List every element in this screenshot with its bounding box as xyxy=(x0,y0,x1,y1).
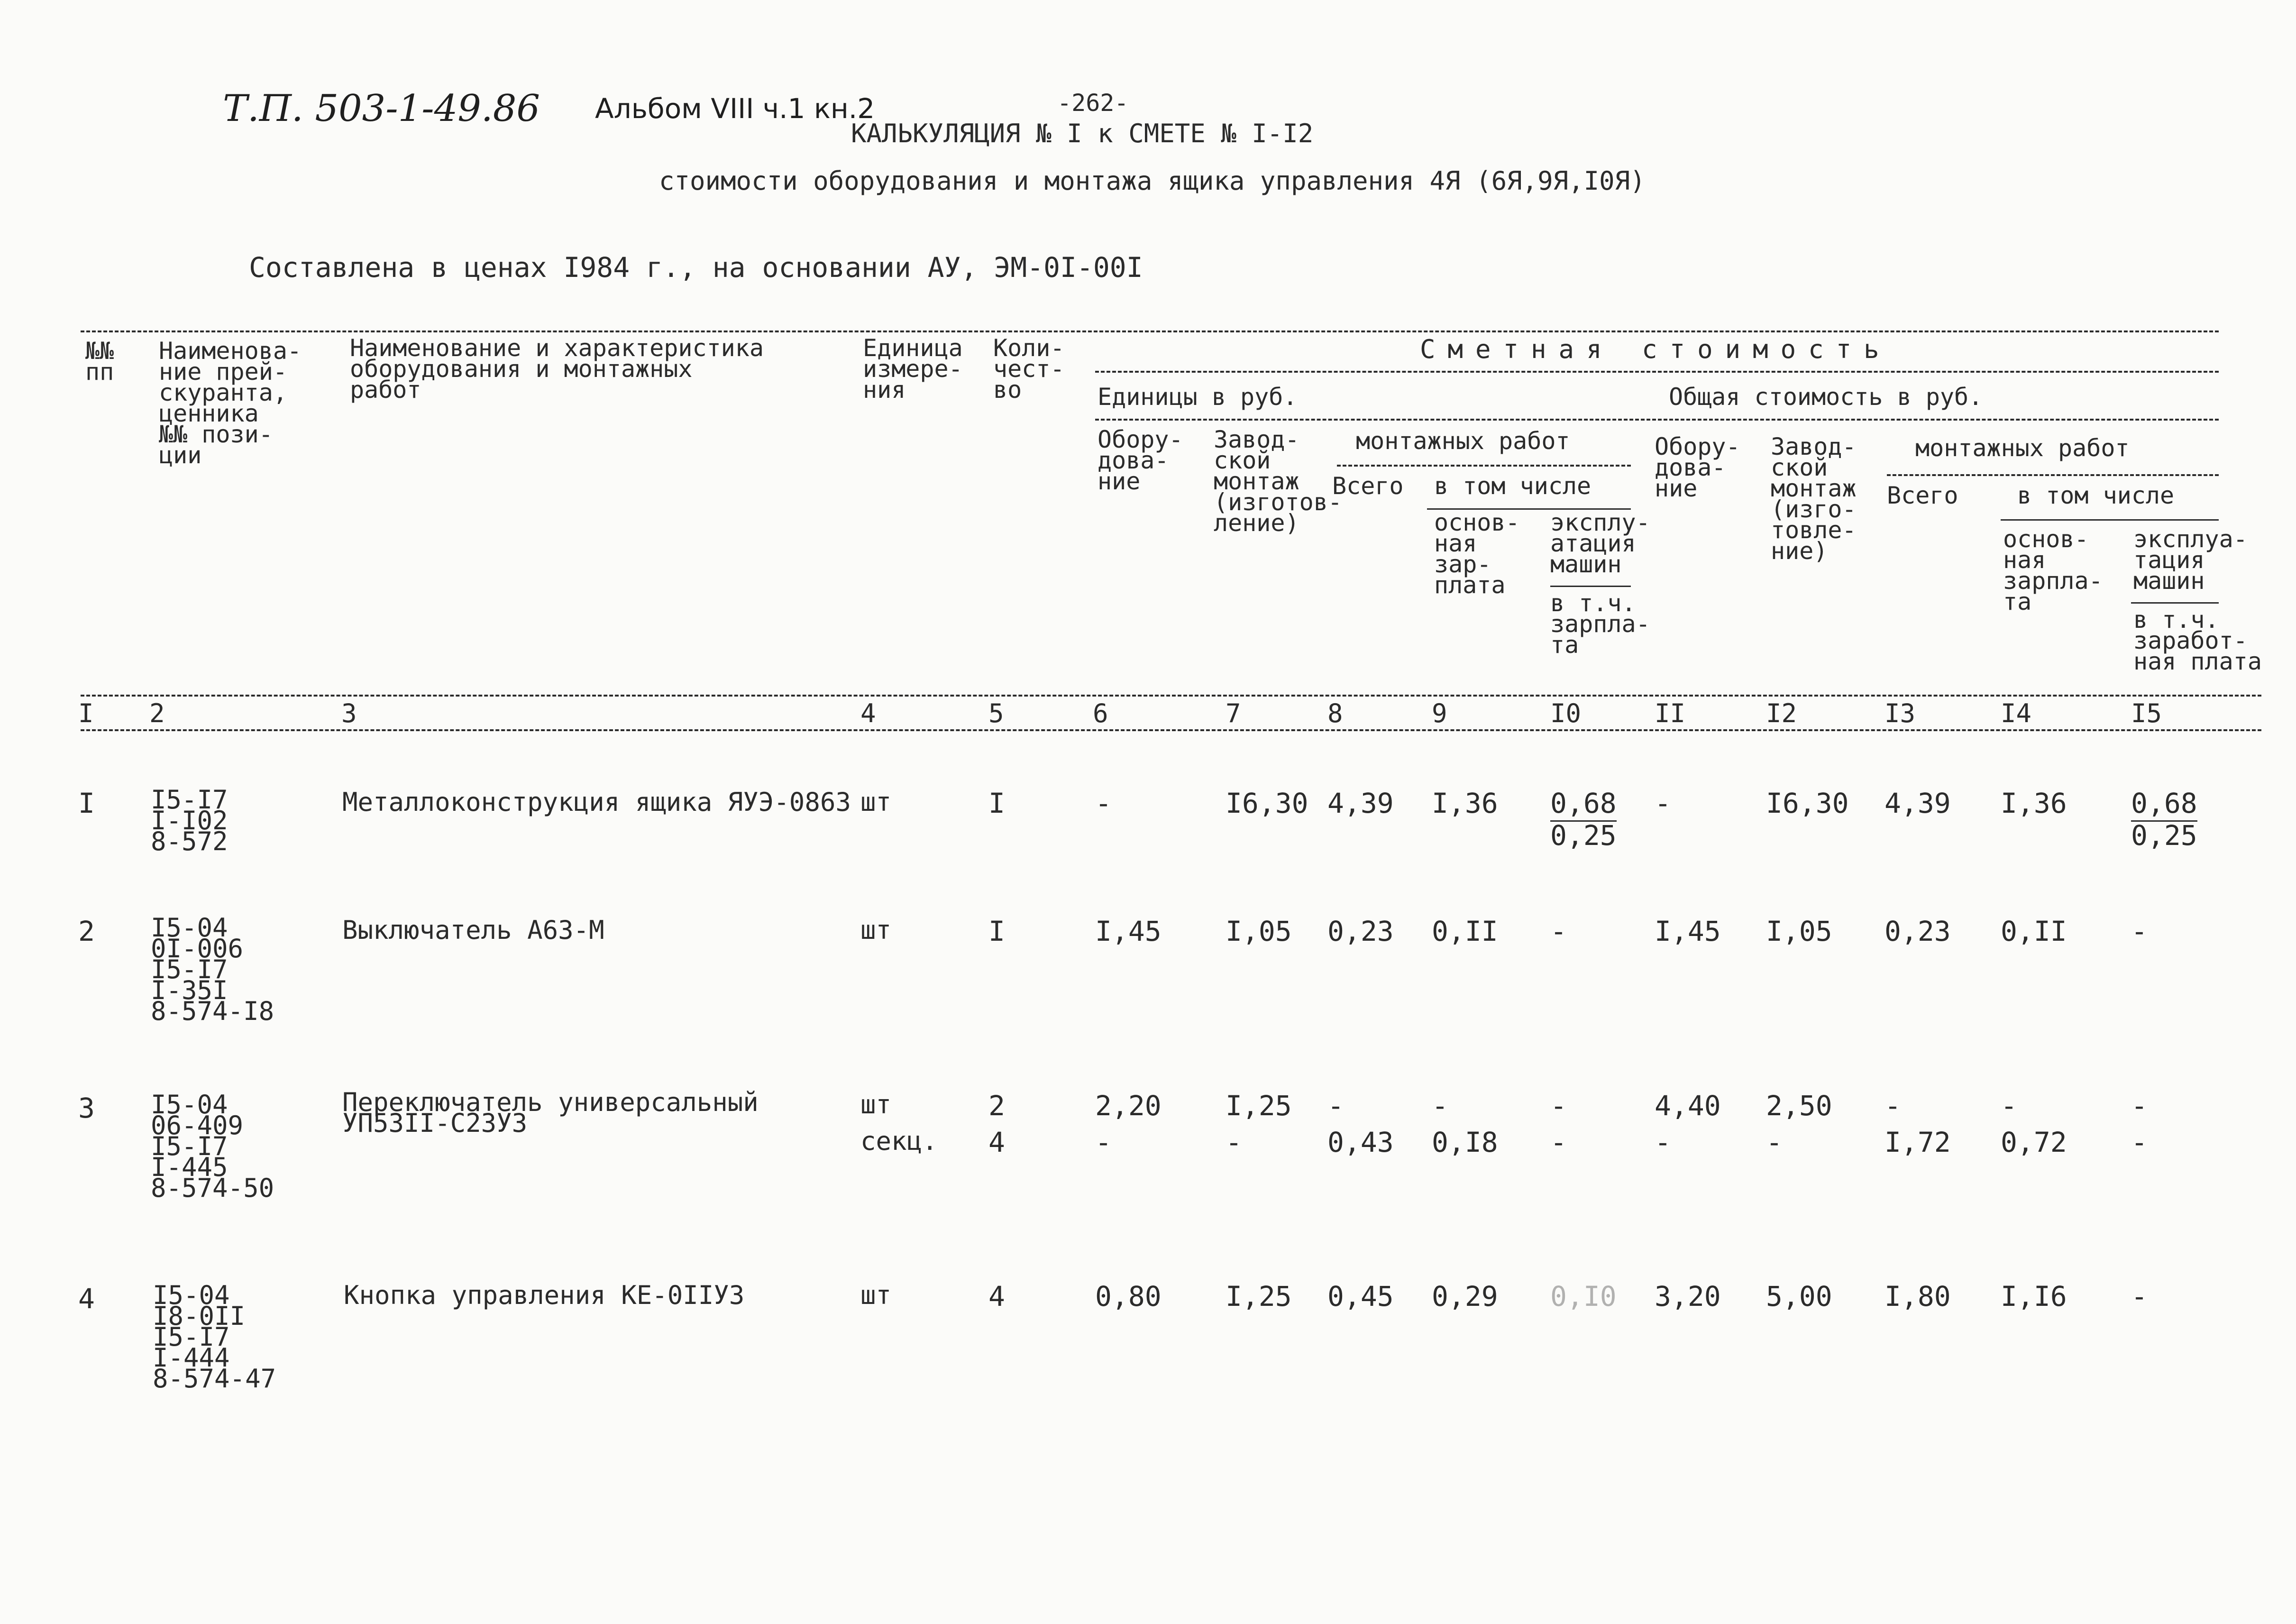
row-equipment-total: I,45 xyxy=(1655,915,1721,947)
row-install-total-unit: - xyxy=(1327,1090,1344,1122)
col-header-pricelist: Наименова- ние прей- скуранта, ценника №№ пози- ции xyxy=(159,337,302,469)
row-pricelist-code: I5-04 06-409 I5-I7 I-445 8-574-50 xyxy=(151,1090,274,1203)
row-pricelist-code: I5-04 I8-0II I5-I7 I-444 8-574-47 xyxy=(153,1280,276,1394)
row-machines-total: - xyxy=(2131,1280,2148,1312)
row-qty: 2 xyxy=(988,1090,1005,1122)
col-header-factory-unit: Завод- ской монтаж (изготов- ление) xyxy=(1214,426,1342,537)
row-equipment-unit: 2,20 xyxy=(1095,1090,1162,1122)
row-equipment-total-sections: - xyxy=(1655,1126,1671,1158)
album-label: Альбом VIII ч.1 кн.2 xyxy=(595,92,875,125)
col-header-wage-total: основ- ная зарпла- та xyxy=(2003,525,2103,615)
row-number: 2 xyxy=(78,915,95,947)
row-equipment-unit-sections: - xyxy=(1095,1126,1112,1158)
row-install-total: 0,23 xyxy=(1884,915,1951,947)
row-item-name: Выключатель А63-М xyxy=(342,915,604,945)
col-header-total-unit: Всего xyxy=(1332,472,1404,500)
col-header-unit: Единица измере- ния xyxy=(863,334,963,404)
row-equipment-total: - xyxy=(1655,787,1671,819)
col-header-machines-wage-unit: в т.ч. зарпла- та xyxy=(1550,589,1650,659)
machines-total-rule xyxy=(2131,602,2219,604)
col-header-incl-unit: в том числе xyxy=(1434,472,1592,500)
row-machines-unit: - xyxy=(1550,1090,1567,1122)
row-factory-total: 5,00 xyxy=(1766,1280,1832,1312)
row-factory-total: I,05 xyxy=(1766,915,1832,947)
install-total-rule xyxy=(1887,474,2219,476)
col-number: I5 xyxy=(2131,698,2162,728)
row-pricelist-code: I5-04 0I-006 I5-I7 I-35I 8-574-I8 xyxy=(151,913,274,1026)
row-wage-unit: - xyxy=(1432,1090,1448,1122)
document-title: КАЛЬКУЛЯЦИЯ № I к СМЕТЕ № I-I2 xyxy=(851,119,1314,148)
col-header-equipment-total: Обору- дова- ние xyxy=(1655,433,1740,502)
col-header-machines-wage-total: в т.ч. заработ- ная плата xyxy=(2133,606,2262,675)
col-header-machines-total: эксплуа- тация машин xyxy=(2133,525,2248,595)
col-number: I4 xyxy=(2001,698,2032,728)
row-unit-sections: секц. xyxy=(860,1126,938,1156)
row-install-total: I,80 xyxy=(1884,1280,1951,1312)
col-header-equipment-unit: Обору- дова- ние xyxy=(1098,426,1183,495)
row-item-name: Переключатель универсальный УП53II-С23У3 xyxy=(342,1087,759,1138)
col-header-total-total: Всего xyxy=(1887,482,1958,509)
row-unit: шт xyxy=(860,1280,892,1310)
row-item-name: Кнопка управления КЕ-0IIУ3 xyxy=(344,1280,745,1310)
row-unit: шт xyxy=(860,787,892,817)
row-qty-sections: 4 xyxy=(988,1126,1005,1158)
row-machines-total xyxy=(2131,789,2197,817)
row-unit: шт xyxy=(860,915,892,945)
row-number: 3 xyxy=(78,1092,95,1124)
col-header-incl-total: в том числе xyxy=(2017,482,2175,509)
row-factory-unit: I,25 xyxy=(1226,1280,1292,1312)
row-qty: I xyxy=(988,787,1005,819)
row-install-total: - xyxy=(1884,1090,1901,1122)
col-number: 8 xyxy=(1327,698,1343,728)
col-header-install-unit: монтажных работ xyxy=(1356,427,1570,455)
col-number: 6 xyxy=(1093,698,1108,728)
row-factory-unit: I,05 xyxy=(1226,915,1292,947)
row-equipment-total: 3,20 xyxy=(1655,1280,1721,1312)
colnum-top-rule xyxy=(81,695,2261,697)
row-machines-unit xyxy=(1550,789,1617,817)
col-number: 5 xyxy=(988,698,1004,728)
col-header-wage-unit: основ- ная зар- плата xyxy=(1434,509,1520,599)
row-equipment-total: 4,40 xyxy=(1655,1090,1721,1122)
col-number: 7 xyxy=(1226,698,1241,728)
row-wage-unit: 0,II xyxy=(1432,915,1498,947)
row-qty: I xyxy=(988,915,1005,947)
row-wage-total: I,36 xyxy=(2001,787,2067,819)
row-wage-unit-sections: 0,I8 xyxy=(1432,1126,1498,1158)
row-equipment-unit: - xyxy=(1095,787,1112,819)
row-factory-total: I6,30 xyxy=(1766,787,1849,819)
col-number: 3 xyxy=(341,698,357,728)
unit-total-rule xyxy=(1095,419,2219,421)
row-factory-unit: I,25 xyxy=(1226,1090,1292,1122)
row-unit: шт xyxy=(860,1090,892,1119)
col-header-unit-group: Единицы в руб. xyxy=(1098,383,1298,411)
row-factory-total-sections: - xyxy=(1766,1126,1783,1158)
row-factory-unit-sections: - xyxy=(1226,1126,1242,1158)
smetnaya-rule xyxy=(1095,371,2219,373)
col-number: I2 xyxy=(1766,698,1797,728)
row-qty: 4 xyxy=(988,1280,1005,1312)
row-equipment-unit: I,45 xyxy=(1095,915,1162,947)
row-pricelist-code: I5-I7 I-I02 8-572 xyxy=(151,785,228,856)
row-wage-total: I,I6 xyxy=(2001,1280,2067,1312)
row-factory-unit: I6,30 xyxy=(1226,787,1308,819)
col-number: I0 xyxy=(1550,698,1582,728)
row-wage-total: 0,II xyxy=(2001,915,2067,947)
colnum-bottom-rule xyxy=(81,729,2261,731)
row-machines-total-value: 0,68 xyxy=(2131,787,2197,822)
row-equipment-unit: 0,80 xyxy=(1095,1280,1162,1312)
row-machines-unit: 0,I0 xyxy=(1550,1280,1617,1312)
col-header-machines-unit: эксплу- атация машин xyxy=(1550,509,1650,578)
col-number: 9 xyxy=(1432,698,1447,728)
col-number: 4 xyxy=(860,698,876,728)
row-number: I xyxy=(78,787,95,819)
install-unit-rule xyxy=(1337,465,1631,467)
col-header-install-total: монтажных работ xyxy=(1915,434,2130,462)
col-header-number: №№ пп xyxy=(85,337,114,385)
machines-unit-rule xyxy=(1550,586,1631,587)
row-machines-unit-value: 0,68 xyxy=(1550,787,1617,822)
row-machines-wage-unit: 0,25 xyxy=(1550,819,1617,852)
row-install-total-sections: I,72 xyxy=(1884,1126,1951,1158)
col-header-factory-total: Завод- ской монтаж (изго- товле- ние) xyxy=(1771,433,1857,565)
col-header-name: Наименование и характеристика оборудования и монтажных работ xyxy=(350,334,764,404)
row-factory-total: 2,50 xyxy=(1766,1090,1832,1122)
basis-note: Составлена в ценах I984 г., на основании АУ, ЭМ-0I-00I xyxy=(249,251,1143,284)
row-number: 4 xyxy=(78,1283,95,1315)
row-wage-total: - xyxy=(2001,1090,2017,1122)
col-number: 2 xyxy=(149,698,165,728)
row-machines-total-sections: - xyxy=(2131,1126,2148,1158)
row-item-name: Металлоконструкция ящика ЯУЭ-0863 xyxy=(342,787,851,817)
col-number: I xyxy=(78,698,94,728)
row-machines-total: - xyxy=(2131,915,2148,947)
row-wage-unit: 0,29 xyxy=(1432,1280,1498,1312)
incl-total-rule xyxy=(2001,519,2219,521)
row-install-total-unit-sections: 0,43 xyxy=(1327,1126,1394,1158)
row-install-total-unit: 4,39 xyxy=(1327,787,1394,819)
row-machines-unit: - xyxy=(1550,915,1567,947)
document-subtitle: стоимости оборудования и монтажа ящика управления 4Я (6Я,9Я,I0Я) xyxy=(659,166,1646,196)
col-header-qty: Коли- чест- во xyxy=(993,334,1065,404)
page-number: -262- xyxy=(1057,89,1129,117)
row-machines-total: - xyxy=(2131,1090,2148,1122)
col-number: II xyxy=(1655,698,1686,728)
row-machines-wage-total: 0,25 xyxy=(2131,819,2197,852)
tp-number: Т.П. 503-1-49.86 xyxy=(223,87,540,130)
col-number: I3 xyxy=(1884,698,1916,728)
row-install-total: 4,39 xyxy=(1884,787,1951,819)
row-wage-total-sections: 0,72 xyxy=(2001,1126,2067,1158)
table-top-rule xyxy=(81,330,2219,332)
row-wage-unit: I,36 xyxy=(1432,787,1498,819)
row-install-total-unit: 0,23 xyxy=(1327,915,1394,947)
row-machines-unit-sections: - xyxy=(1550,1126,1567,1158)
col-header-smetnaya: Сметная стоимость xyxy=(1420,334,1892,364)
col-header-total-group: Общая стоимость в руб. xyxy=(1669,383,1983,411)
row-install-total-unit: 0,45 xyxy=(1327,1280,1394,1312)
